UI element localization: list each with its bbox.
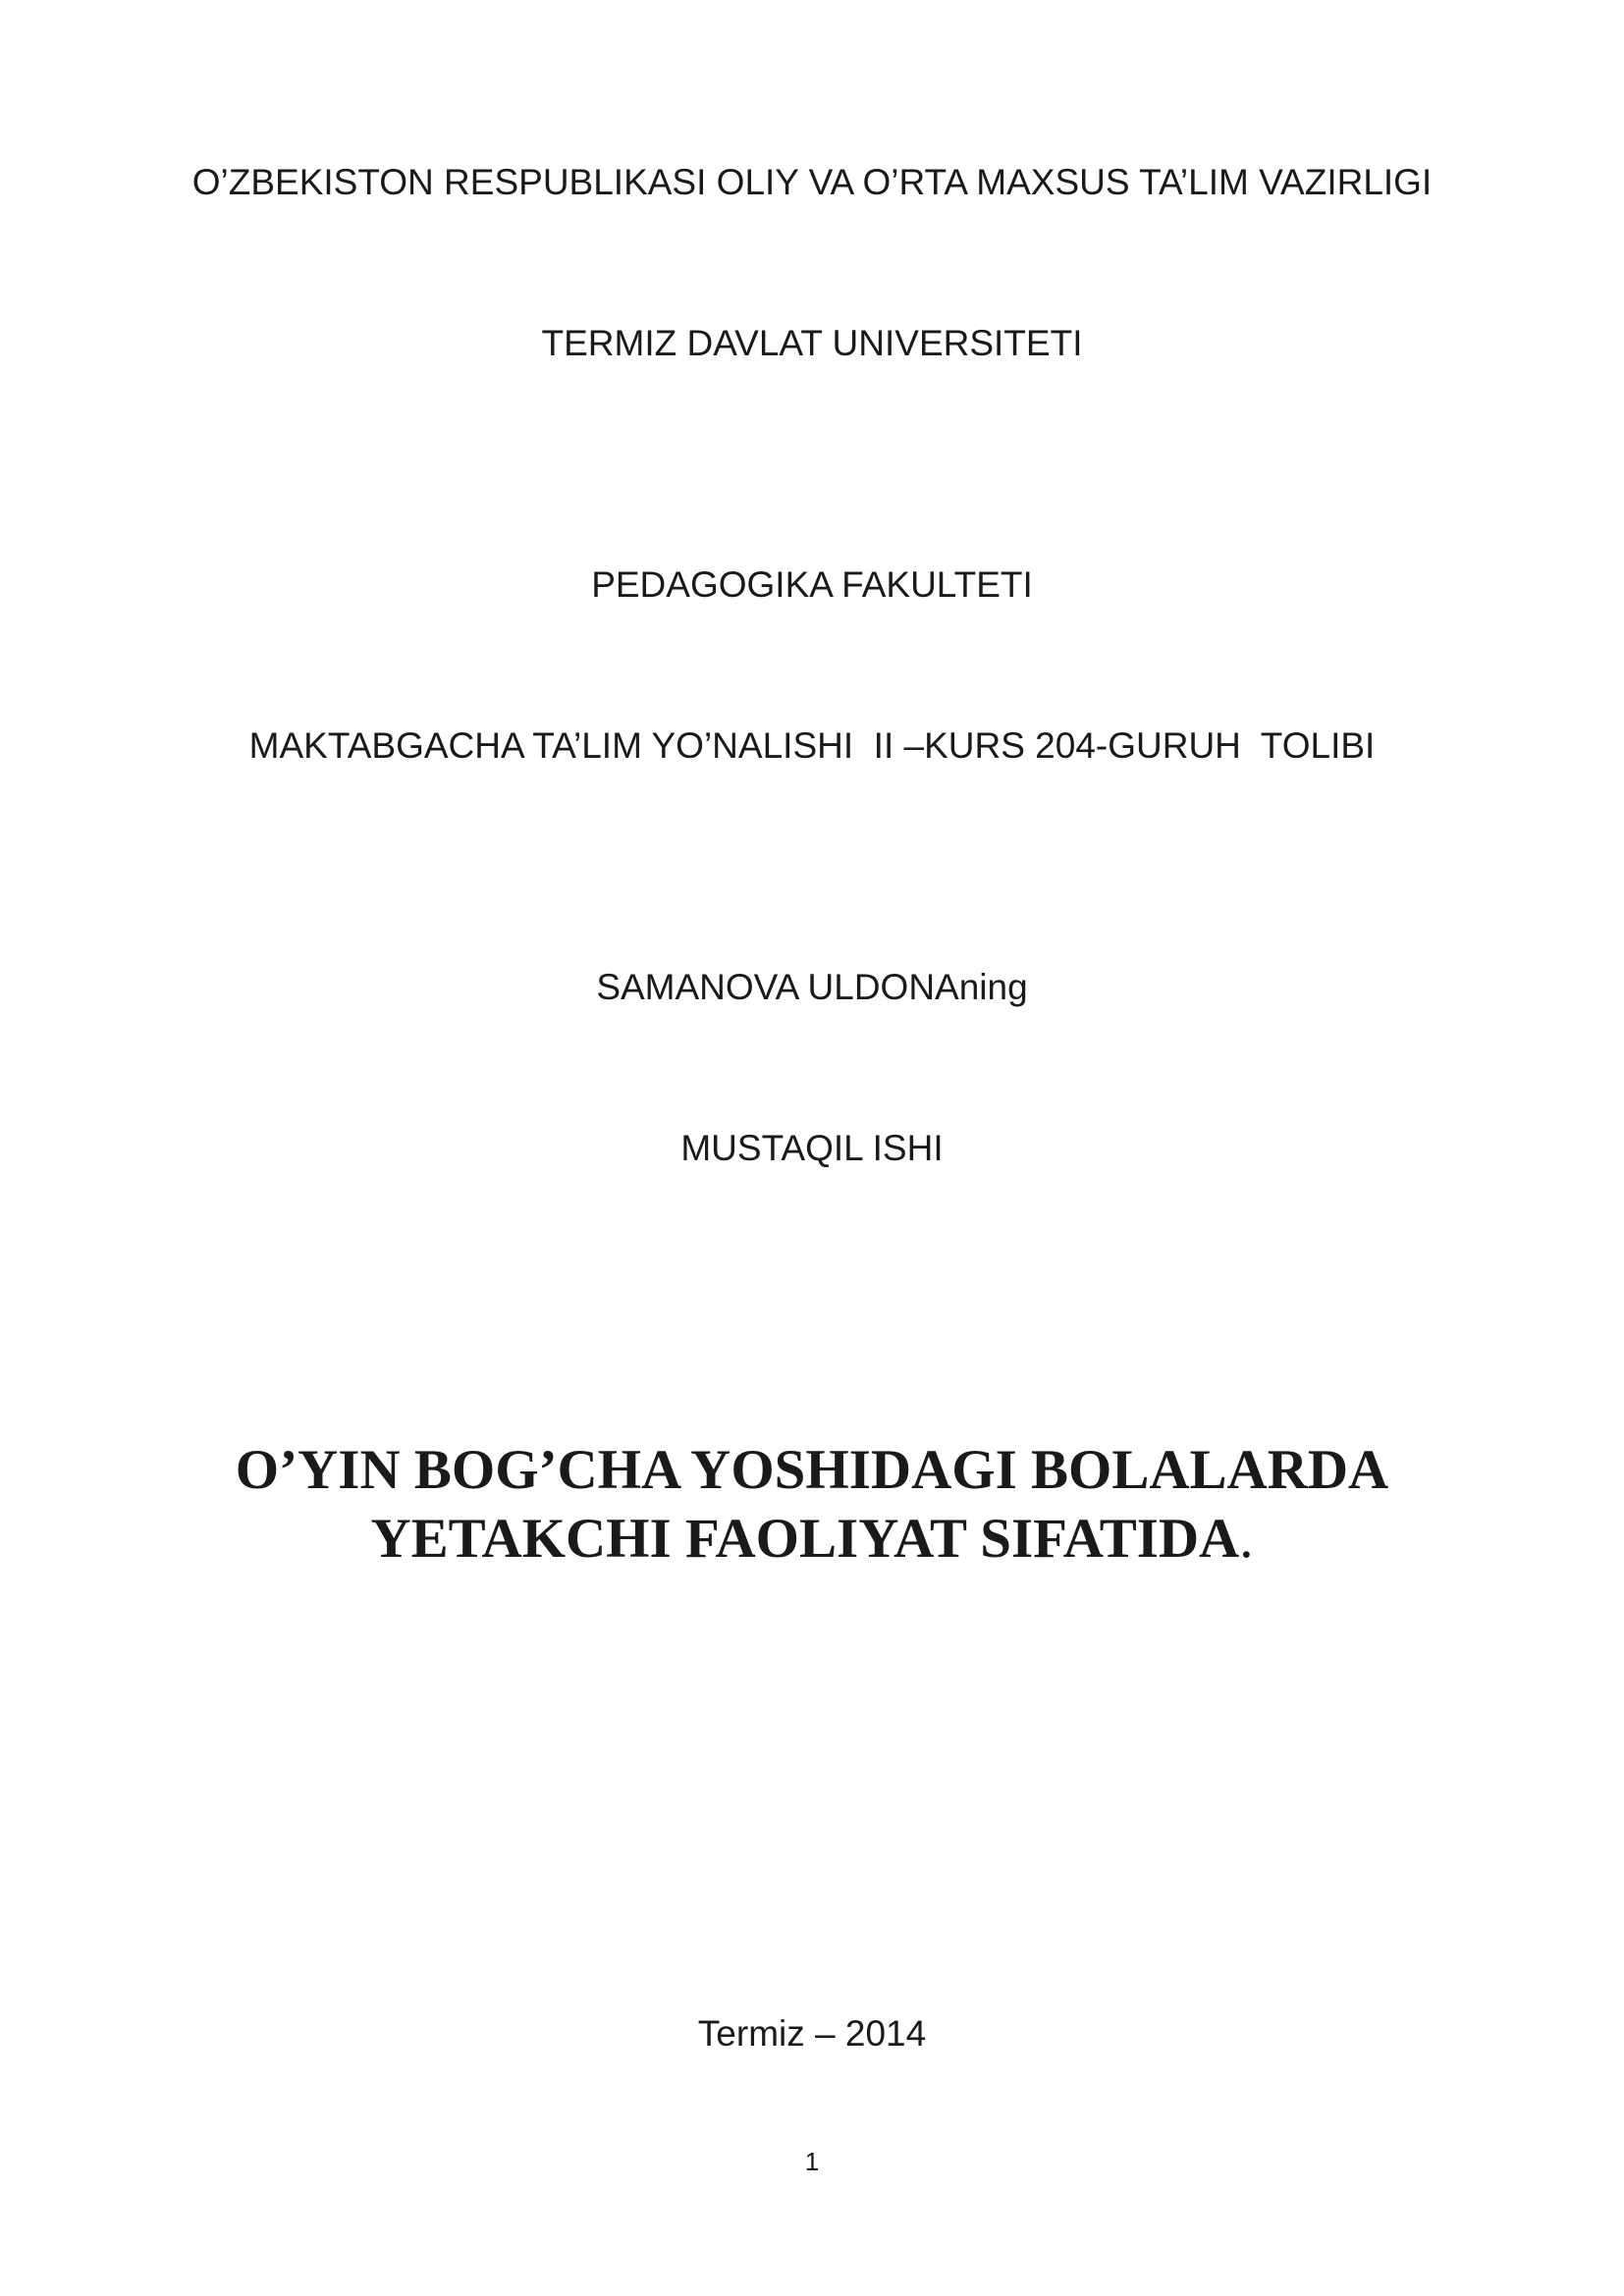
program-course-group: MAKTABGACHA TA’LIM YO’NALISHI II –KURS 204-GURUH TOLIBI: [248, 725, 1376, 766]
place-and-year: Termiz – 2014: [697, 2013, 927, 2054]
university-name: TERMIZ DAVLAT UNIVERSITETI: [541, 323, 1083, 363]
ministry-heading: O’ZBEKISTON RESPUBLIKASI OLIY VA O’RTA MAXSUS TA’LIM VAZIRLIGI: [191, 162, 1433, 202]
work-type: MUSTAQIL ISHI: [680, 1128, 944, 1168]
document-title: [0, 1436, 1624, 1574]
title-end-mark: .: [1239, 1508, 1254, 1570]
student-name: SAMANOVA ULDONAning: [596, 967, 1028, 1007]
title-line-1: O’YIN BOG’CHA YOSHIDAGI BOLALARDA: [235, 1439, 1389, 1501]
page-number: 1: [804, 2147, 820, 2176]
faculty-name: PEDAGOGIKA FAKULTETI: [591, 564, 1033, 605]
title-line-2: [0, 1505, 1624, 1574]
title-line-2-text: YETAKCHI FAOLIYAT SIFATIDA: [370, 1508, 1240, 1570]
